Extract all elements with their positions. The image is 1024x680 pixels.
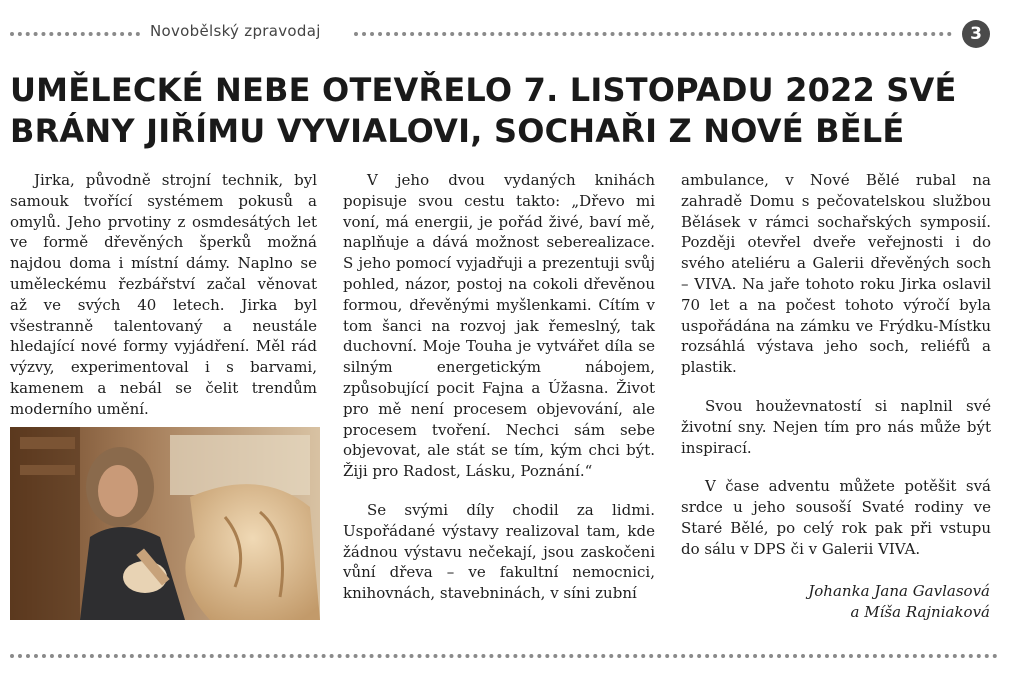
paragraph: Jirka, původně strojní technik, byl samouk tvořící systémem pokusů a omylů. Jeho prvotiny z osmdesátých let ve formě dřevěných šperků možná najdou doma i místní dámy. Naplno se uměleckému řezbářství začal věnovat až ve svých 40 letech. Jirka byl všestranně talentovaný a neustále hledající nové formy vyjádření. Měl rád výzvy, experimentoval i s barvami, kamenem a nebál se čelit trendům moderního umění. xyxy=(10,171,317,418)
paragraph: ambulance, v Nové Bělé rubal na zahradě Domu s pečovatelskou službou Bělásek v rámci sochařských symposií. Později otevřel dveře veřejnosti i do svého ateliéru a Galerii dřevěných soch – VIVA. Na jaře tohoto roku Jirka oslavil 70 let a na počest tohoto výročí byla uspořádána na zámku ve Frýdku-Místku rozsáhlá výstava jeho soch, reliéfů a plastik. xyxy=(681,171,991,377)
article-headline: UMĚLECKÉ NEBE OTEVŘELO 7. LISTOPADU 2022 SVÉ BRÁNY JIŘÍMU VYVIALOVI, SOCHAŘI Z NOVÉ BĚLÉ xyxy=(10,71,957,150)
header-dotted-rule-left xyxy=(10,32,140,36)
page-number-badge: 3 xyxy=(962,20,990,48)
article-column-1 xyxy=(10,170,317,420)
author-signature xyxy=(740,581,990,623)
author-line: a Míša Rajniaková xyxy=(850,603,990,621)
author-line: Johanka Jana Gavlasová xyxy=(808,582,990,600)
paragraph: Se svými díly chodil za lidmi. Uspořádané výstavy realizoval tam, kde žádnou výstavu nečekají, jsou zaskočeni vůní dřeva – ve fakultní nemocnici, knihovnách, stavebninách, v síni zubní xyxy=(343,500,655,603)
footer-dotted-rule xyxy=(10,654,998,658)
header-dotted-rule-right xyxy=(354,32,952,36)
paragraph: V čase adventu můžete potěšit svá srdce u jeho sousoší Svaté rodiny ve Staré Bělé, po celý rok pak při vstupu do sálu v DPS či v Galerii VIVA. xyxy=(681,477,991,558)
paragraph: Svou houževnatostí si naplnil své životní sny. Nejen tím pro nás může být inspirací. xyxy=(681,396,991,457)
sculptor-photo xyxy=(10,427,320,620)
article-column-2 xyxy=(343,170,655,604)
article-column-3 xyxy=(681,170,991,560)
publication-title: Novobělský zpravodaj xyxy=(150,22,321,40)
paragraph: V jeho dvou vydaných knihách popisuje svou cestu takto: „Dřevo mi voní, má energii, je pořád živé, baví mě, naplňuje a dává možnost seberealizace. S jeho pomocí vyjadřuji a prezentuji svůj pohled, názor, postoj na cokoli dřevěnou formou, dřevěnými myšlenkami. Cítím v tom šanci na rozvoj jak řemeslný, tak duchovní. Moje Touha je vytvářet díla se silným energetickým nábojem, způsobující pocit Fajna a Úžasna. Život pro mě není procesem objevování, ale procesem tvoření. Nechci sám sebe objevovat, ale stát se tím, kým chci být. Žiji pro Radost, Lásku, Poznání.“ xyxy=(343,171,655,481)
